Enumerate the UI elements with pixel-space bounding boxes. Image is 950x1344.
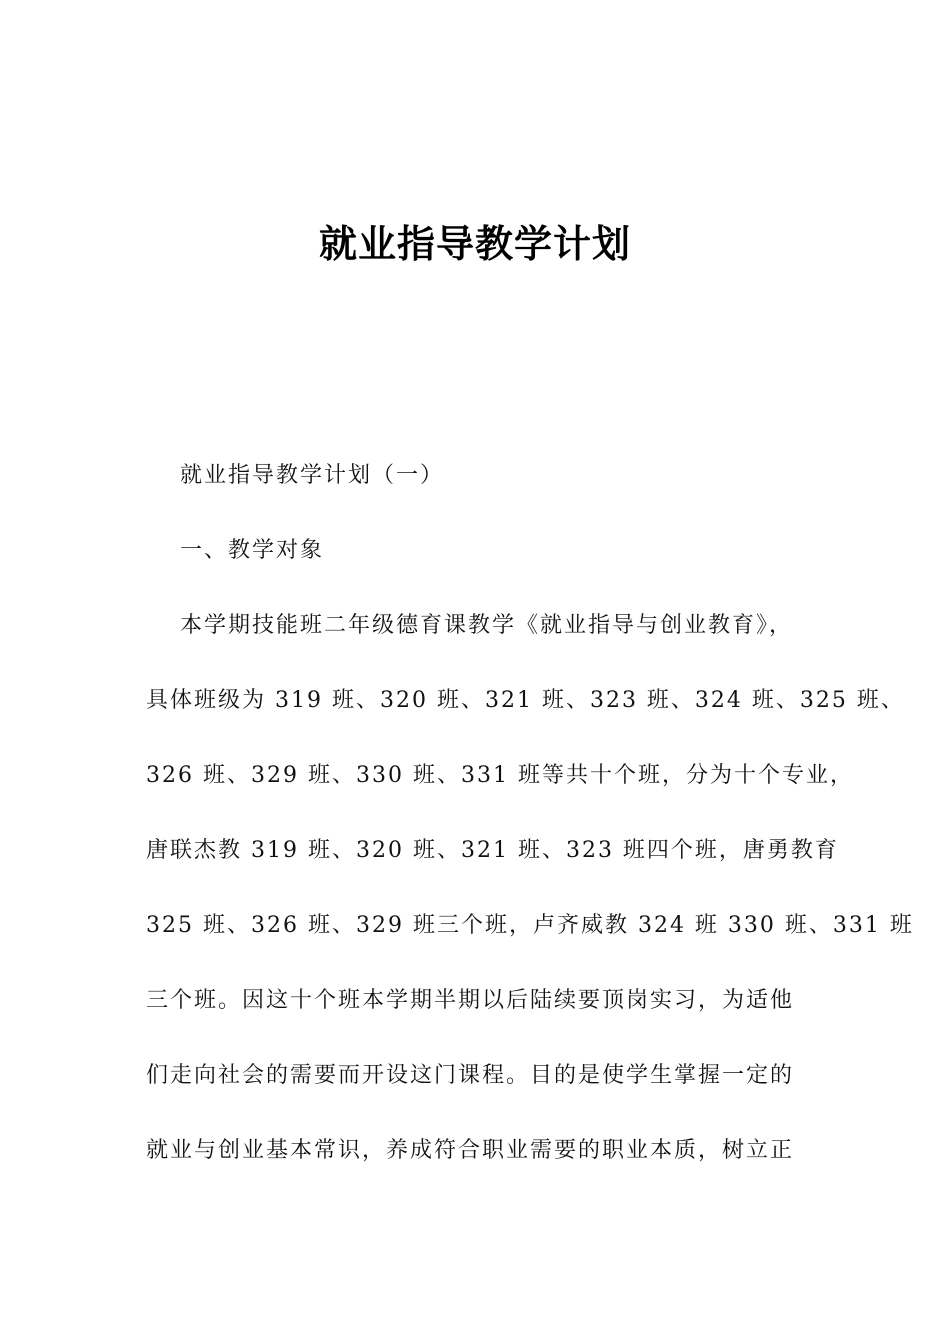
paragraph-line: 唐联杰教 319 班、320 班、321 班、323 班四个班，唐勇教育 (146, 838, 839, 863)
paragraph-line: 326 班、329 班、330 班、331 班等共十个班，分为十个专业， (146, 763, 854, 788)
paragraph-line: 三个班。因这十个班本学期半期以后陆续要顶岗实习，为适他 (146, 988, 795, 1013)
paragraph-line: 就业与创业基本常识，养成符合职业需要的职业本质，树立正 (146, 1138, 795, 1163)
document-title: 就业指导教学计划 (318, 222, 631, 266)
paragraph-line: 本学期技能班二年级德育课教学《就业指导与创业教育》， (180, 613, 794, 638)
section-heading: 就业指导教学计划（一） (180, 463, 445, 488)
paragraph-line: 具体班级为 319 班、320 班、321 班、323 班、324 班、325 班、 (146, 688, 905, 713)
paragraph-line: 325 班、326 班、329 班三个班，卢齐威教 324 班 330 班、331 班 (146, 913, 914, 938)
subsection-heading: 一、教学对象 (180, 538, 325, 563)
paragraph-line: 们走向社会的需要而开设这门课程。目的是使学生掌握一定的 (146, 1063, 795, 1088)
